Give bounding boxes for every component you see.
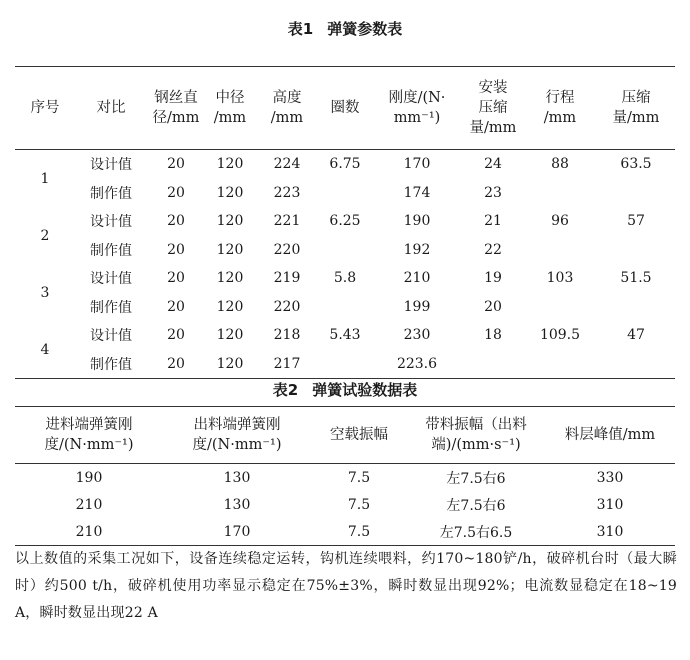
install-compression-cell: 21: [484, 213, 502, 230]
table-row: [15, 464, 675, 492]
mean-diameter-cell: 120: [216, 355, 244, 372]
row-number-cell: 2: [40, 227, 50, 244]
install-compression-cell: 22: [484, 241, 502, 258]
height-cell: 220: [273, 298, 301, 315]
discharge-end-stiffness-cell: 130: [223, 496, 251, 513]
height-cell: 219: [273, 270, 301, 287]
table1-caption-number: 表1: [287, 20, 314, 38]
no-load-amplitude-cell: 7.5: [347, 523, 371, 540]
feed-end-stiffness-cell: 210: [75, 496, 103, 513]
column-header: 出料端弹簧刚 度/(N·mm⁻¹): [163, 407, 311, 464]
table-header-row: [15, 407, 675, 464]
table-header-row: [15, 67, 675, 150]
height-cell: 221: [273, 213, 301, 230]
stiffness-cell: 199: [403, 298, 431, 315]
table2-caption-number: 表2: [272, 381, 299, 399]
stiffness-cell: 230: [403, 327, 431, 344]
wire-diameter-cell: 20: [167, 298, 185, 315]
row-number-cell: 4: [40, 341, 50, 358]
wire-diameter-cell: 20: [167, 184, 185, 201]
column-header: 刚度/(N· mm⁻¹): [371, 67, 463, 150]
table2-caption-title: 弹簧试验数据表: [312, 381, 418, 399]
comparison-label-cell: 制作值: [90, 185, 132, 202]
mean-diameter-cell: 120: [216, 156, 244, 173]
table1-caption: [0, 18, 690, 39]
column-header: 序号: [15, 67, 75, 150]
column-header: 料层峰值/mm: [545, 407, 675, 464]
layer-peak-cell: 310: [596, 523, 624, 540]
loaded-amplitude-cell: 左7.5右6.5: [439, 524, 513, 541]
column-header: 钢丝直 径/mm: [147, 67, 205, 150]
column-header: 圈数: [319, 67, 371, 150]
mean-diameter-cell: 120: [216, 241, 244, 258]
row-number-cell: 1: [40, 170, 50, 187]
column-header: 空载振幅: [311, 407, 407, 464]
stiffness-cell: 174: [403, 184, 431, 201]
mean-diameter-cell: 120: [216, 298, 244, 315]
table-row: [15, 207, 675, 236]
mean-diameter-cell: 120: [216, 184, 244, 201]
stiffness-cell: 190: [403, 213, 431, 230]
wire-diameter-cell: 20: [167, 213, 185, 230]
install-compression-cell: [463, 350, 523, 379]
turns-cell: 5.8: [333, 270, 357, 286]
height-cell: 217: [273, 355, 301, 372]
column-header: 行程 /mm: [523, 67, 597, 150]
comparison-label-cell: 制作值: [90, 242, 132, 259]
comparison-label-cell: 设计值: [90, 157, 132, 174]
height-cell: 218: [273, 327, 301, 344]
height-cell: 220: [273, 241, 301, 258]
turns-cell: 6.25: [329, 213, 361, 229]
test-conditions-note: 以上数值的采集工况如下，设备连续稳定运转，钩机连续喂料，约170~180铲/h，破碎机台时（最大瞬时）约500 t/h，破碎机使用功率显示稳定在75%±3%，瞬时数显出现92%；电流数显稳定在18~19 A，瞬时数显出现22 A: [15, 551, 677, 621]
install-compression-cell: 20: [484, 298, 502, 315]
wire-diameter-cell: 20: [167, 355, 185, 372]
discharge-end-stiffness-cell: 130: [223, 469, 251, 486]
column-header: 高度 /mm: [255, 67, 319, 150]
feed-end-stiffness-cell: 190: [75, 469, 103, 486]
stroke-cell: 103: [546, 270, 574, 286]
stiffness-cell: 210: [403, 270, 431, 287]
turns-cell: 6.75: [329, 156, 361, 172]
layer-peak-cell: 330: [596, 469, 624, 486]
height-cell: 224: [273, 156, 301, 173]
wire-diameter-cell: 20: [167, 241, 185, 258]
comparison-label-cell: 设计值: [90, 328, 132, 345]
compression-cell: 47: [627, 327, 645, 343]
table-row: [15, 518, 675, 546]
height-cell: 223: [273, 184, 301, 201]
column-header: 对比: [75, 67, 147, 150]
stroke-cell: 96: [551, 213, 569, 229]
install-compression-cell: 23: [484, 184, 502, 201]
turns-cell: 5.43: [329, 327, 361, 343]
layer-peak-cell: 310: [596, 496, 624, 513]
wire-diameter-cell: 20: [167, 156, 185, 173]
stiffness-cell: 223.6: [396, 355, 438, 372]
stroke-cell: 88: [551, 156, 569, 172]
row-number-cell: 3: [40, 284, 50, 301]
no-load-amplitude-cell: 7.5: [347, 496, 371, 513]
mean-diameter-cell: 120: [216, 270, 244, 287]
install-compression-cell: 18: [484, 327, 502, 344]
mean-diameter-cell: 120: [216, 213, 244, 230]
spring-parameter-table: [15, 66, 675, 379]
table-row: [15, 321, 675, 350]
stroke-cell: 109.5: [539, 327, 581, 343]
wire-diameter-cell: 20: [167, 270, 185, 287]
table-row: [15, 150, 675, 179]
table-row: [15, 491, 675, 518]
compression-cell: 57: [627, 213, 645, 229]
loaded-amplitude-cell: 左7.5右6: [446, 497, 506, 514]
table1-caption-title: 弹簧参数表: [327, 20, 403, 38]
wire-diameter-cell: 20: [167, 327, 185, 344]
compression-cell: 63.5: [620, 156, 652, 172]
column-header: 压缩 量/mm: [597, 67, 675, 150]
loaded-amplitude-cell: 左7.5右6: [446, 470, 506, 487]
column-header: 进料端弹簧刚 度/(N·mm⁻¹): [15, 407, 163, 464]
comparison-label-cell: 制作值: [90, 356, 132, 373]
discharge-end-stiffness-cell: 170: [223, 523, 251, 540]
comparison-label-cell: 设计值: [90, 271, 132, 288]
compression-cell: 51.5: [620, 270, 652, 286]
mean-diameter-cell: 120: [216, 327, 244, 344]
no-load-amplitude-cell: 7.5: [347, 469, 371, 486]
column-header: 安装 压缩 量/mm: [463, 67, 523, 150]
install-compression-cell: 24: [484, 156, 502, 173]
comparison-label-cell: 制作值: [90, 299, 132, 316]
feed-end-stiffness-cell: 210: [75, 523, 103, 540]
spring-test-data-table: [15, 406, 675, 546]
stiffness-cell: 192: [403, 241, 431, 258]
install-compression-cell: 19: [484, 270, 502, 287]
table2-caption: [0, 379, 690, 400]
comparison-label-cell: 设计值: [90, 214, 132, 231]
table-row: [15, 264, 675, 293]
stiffness-cell: 170: [403, 156, 431, 173]
column-header: 中径 /mm: [205, 67, 255, 150]
column-header: 带料振幅（出料 端)/(mm·s⁻¹): [407, 407, 545, 464]
